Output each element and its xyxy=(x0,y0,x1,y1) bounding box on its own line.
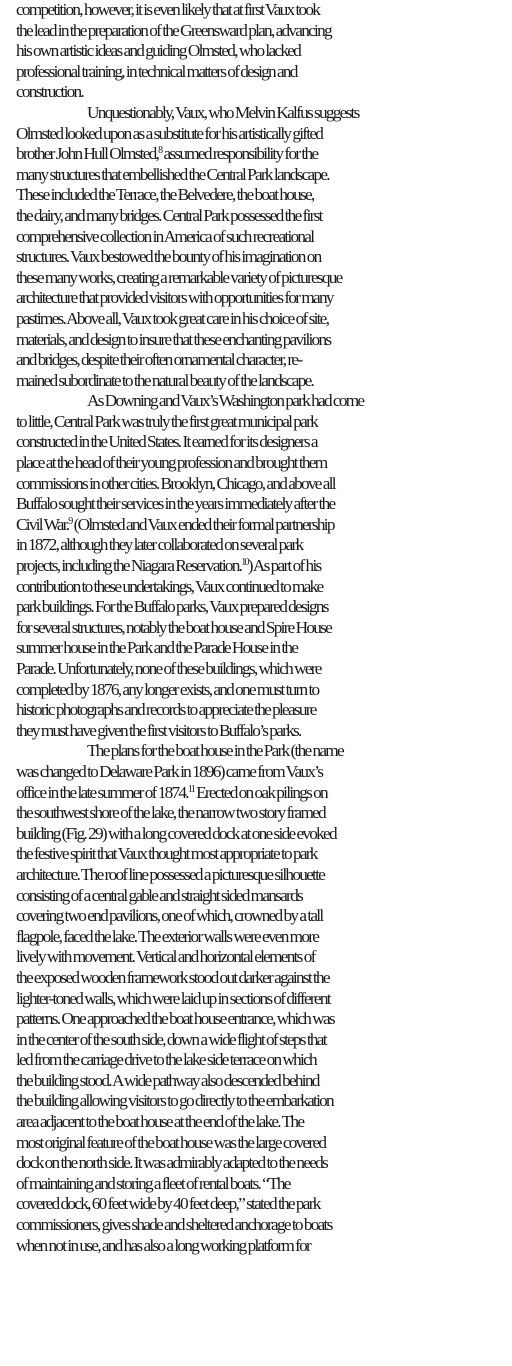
text-line xyxy=(16,989,512,1010)
text-run: architecture that provided visitors with opportunities for many xyxy=(16,288,333,308)
text-run: assumed responsibility for the xyxy=(161,144,318,164)
text-line xyxy=(16,1009,512,1030)
text-line xyxy=(16,927,512,948)
paragraph xyxy=(16,0,512,103)
text-run: covered dock, 60 feet wide by 40 feet deep,” stated the park xyxy=(16,1194,320,1214)
text-line xyxy=(16,906,512,927)
text-run: consisting of a central gable and straight sided mansards xyxy=(16,885,302,905)
paragraph xyxy=(16,741,512,1256)
text-line xyxy=(16,721,512,742)
text-line xyxy=(16,474,512,495)
text-run: construction. xyxy=(16,82,83,102)
text-line xyxy=(16,82,512,103)
text-line xyxy=(16,597,512,618)
text-line xyxy=(16,0,512,21)
text-line xyxy=(16,350,512,371)
text-line xyxy=(16,638,512,659)
text-line xyxy=(16,844,512,865)
text-line xyxy=(16,206,512,227)
text-line xyxy=(16,1050,512,1071)
text-run: covering two end pavilions, one of which, crowned by a tall xyxy=(16,906,323,926)
text-line xyxy=(16,1194,512,1215)
text-run: many structures that embellished the Central Park landscape. xyxy=(16,164,329,184)
text-line xyxy=(16,659,512,680)
text-run: competition, however, it is even likely that at first Vaux took xyxy=(16,0,320,19)
text-run: in 1872, although they later collaborated on several park xyxy=(16,535,303,555)
text-run: The plans for the boat house in the Park (the name xyxy=(87,741,343,761)
text-line xyxy=(16,494,512,515)
text-line xyxy=(16,1174,512,1195)
text-run: professional training, in technical matters of design and xyxy=(16,61,297,81)
text-line xyxy=(16,41,512,62)
text-run: when not in use, and has also a long working platform for xyxy=(16,1235,311,1255)
text-line xyxy=(16,391,512,412)
text-run: Olmsted looked upon as a substitute for his artistically gifted xyxy=(16,123,323,143)
text-run: place at the head of their young profession and brought them xyxy=(16,453,327,473)
text-run: the southwest shore of the lake, the narrow two story framed xyxy=(16,803,325,823)
text-line xyxy=(16,783,512,804)
text-run: contribution to these undertakings, Vaux continued to make xyxy=(16,576,323,596)
text-run: of maintaining and storing a fleet of rental boats. “The xyxy=(16,1173,290,1193)
text-run: comprehensive collection in America of such recreational xyxy=(16,226,314,246)
text-line xyxy=(16,680,512,701)
text-line xyxy=(16,577,512,598)
text-run: the exposed wooden framework stood out darker against the xyxy=(16,967,329,987)
text-run: was changed to Delaware Park in 1896) came from Vaux’s xyxy=(16,761,323,781)
paragraph xyxy=(16,103,512,391)
footnote-marker: 10 xyxy=(241,557,248,569)
text-line xyxy=(16,371,512,392)
text-line xyxy=(16,865,512,886)
footnote-marker: 11 xyxy=(187,783,194,795)
text-run: Civil War. xyxy=(16,514,69,534)
text-run: lively with movement. Vertical and horizontal elements of xyxy=(16,947,315,967)
text-line xyxy=(16,185,512,206)
footnote-marker: 9 xyxy=(68,515,72,527)
text-run: the building stood. A wide pathway also descended behind xyxy=(16,1070,319,1090)
text-run: completed by 1876, any longer exists, and one must turn to xyxy=(16,679,319,699)
text-run: structures. Vaux bestowed the bounty of his imagination on xyxy=(16,247,321,267)
text-run: office in the late summer of 1874. xyxy=(16,782,188,802)
text-run: they must have given the first visitors to Buffalo’s parks. xyxy=(16,720,301,740)
text-line xyxy=(16,535,512,556)
text-line xyxy=(16,21,512,42)
text-run: Erected on oak pilings on xyxy=(194,782,327,802)
text-run: Unquestionably, Vaux, who Melvin Kalfus suggests xyxy=(87,102,359,122)
text-run: These included the Terrace, the Belvedere, the boat house, xyxy=(16,185,314,205)
text-run: summer house in the Park and the Parade House in the xyxy=(16,638,298,658)
text-run: historic photographs and records to appreciate the pleasure xyxy=(16,700,316,720)
footnote-marker: 8 xyxy=(158,145,162,157)
text-line xyxy=(16,432,512,453)
text-line xyxy=(16,618,512,639)
text-run: Buffalo sought their services in the years immediately after the xyxy=(16,494,335,514)
text-run: projects, including the Niagara Reservation. xyxy=(16,556,242,576)
text-line xyxy=(16,515,512,536)
text-line xyxy=(16,268,512,289)
text-line xyxy=(16,62,512,83)
text-line xyxy=(16,330,512,351)
text-line xyxy=(16,556,512,577)
text-line xyxy=(16,1030,512,1051)
text-line xyxy=(16,103,512,124)
text-run: building (Fig. 29) with a long covered dock at one side evoked xyxy=(16,823,336,843)
text-run: commissioners, gives shade and sheltered anchorage to boats xyxy=(16,1215,332,1235)
text-run: architecture. The roof line possessed a picturesque silhouette xyxy=(16,864,325,884)
text-run: brother John Hull Olmsted, xyxy=(16,144,159,164)
text-run: his own artistic ideas and guiding Olmsted, who lacked xyxy=(16,41,301,61)
text-line xyxy=(16,947,512,968)
text-line xyxy=(16,144,512,165)
text-run: the lead in the preparation of the Greensward plan, advancing xyxy=(16,20,331,40)
text-line xyxy=(16,824,512,845)
text-run: these many works, creating a remarkable variety of picturesque xyxy=(16,267,342,287)
text-line xyxy=(16,1112,512,1133)
text-run: to little, Central Park was truly the first great municipal park xyxy=(16,411,317,431)
text-line xyxy=(16,1153,512,1174)
text-line xyxy=(16,741,512,762)
text-run: constructed in the United States. It earned for its designers a xyxy=(16,432,317,452)
text-run: As Downing and Vaux’s Washington park had come xyxy=(87,391,364,411)
paragraph xyxy=(16,391,512,741)
text-run: and bridges, despite their often ornamental character, re- xyxy=(16,350,302,370)
document-page xyxy=(16,0,512,1366)
text-line xyxy=(16,968,512,989)
text-run: Parade. Unfortunately, none of these buildings, which were xyxy=(16,659,321,678)
text-run: (Olmsted and Vaux ended their formal partnership xyxy=(71,514,334,534)
text-run: the festive spirit that Vaux thought most appropriate to park xyxy=(16,844,317,864)
text-run: ) As part of his xyxy=(247,556,321,576)
text-run: lighter-toned walls, which were laid up in sections of different xyxy=(16,988,330,1008)
text-line xyxy=(16,412,512,433)
text-run: in the center of the south side, down a wide flight of steps that xyxy=(16,1029,326,1049)
text-run: mained subordinate to the natural beauty of the landscape. xyxy=(16,370,314,390)
text-run: for several structures, notably the boat house and Spire House xyxy=(16,617,332,637)
text-line xyxy=(16,1133,512,1154)
text-line xyxy=(16,1071,512,1092)
text-run: flagpole, faced the lake. The exterior walls were even more xyxy=(16,926,319,946)
text-line xyxy=(16,1236,512,1257)
text-run: led from the carriage drive to the lake side terrace on which xyxy=(16,1050,316,1070)
text-line xyxy=(16,453,512,474)
text-line xyxy=(16,165,512,186)
text-line xyxy=(16,1215,512,1236)
text-line xyxy=(16,309,512,330)
text-line xyxy=(16,247,512,268)
text-line xyxy=(16,124,512,145)
text-line xyxy=(16,227,512,248)
text-run: pastimes. Above all, Vaux took great care in his choice of site, xyxy=(16,308,329,328)
text-run: area adjacent to the boat house at the end of the lake. The xyxy=(16,1112,304,1132)
text-line xyxy=(16,762,512,783)
text-run: most original feature of the boat house was the large covered xyxy=(16,1132,326,1152)
text-line xyxy=(16,288,512,309)
text-run: commissions in other cities. Brooklyn, Chicago, and above all xyxy=(16,473,335,493)
text-run: the dairy, and many bridges. Central Park possessed the first xyxy=(16,205,322,225)
text-line xyxy=(16,700,512,721)
text-run: patterns. One approached the boat house entrance, which was xyxy=(16,1009,334,1029)
text-line xyxy=(16,1091,512,1112)
text-run: dock on the north side. It was admirably adapted to the needs xyxy=(16,1153,328,1173)
text-line xyxy=(16,886,512,907)
text-run: materials, and design to insure that these enchanting pavilions xyxy=(16,329,331,349)
text-line xyxy=(16,803,512,824)
text-run: park buildings. For the Buffalo parks, Vaux prepared designs xyxy=(16,597,328,617)
text-run: the building allowing visitors to go directly to the embarkation xyxy=(16,1091,333,1111)
